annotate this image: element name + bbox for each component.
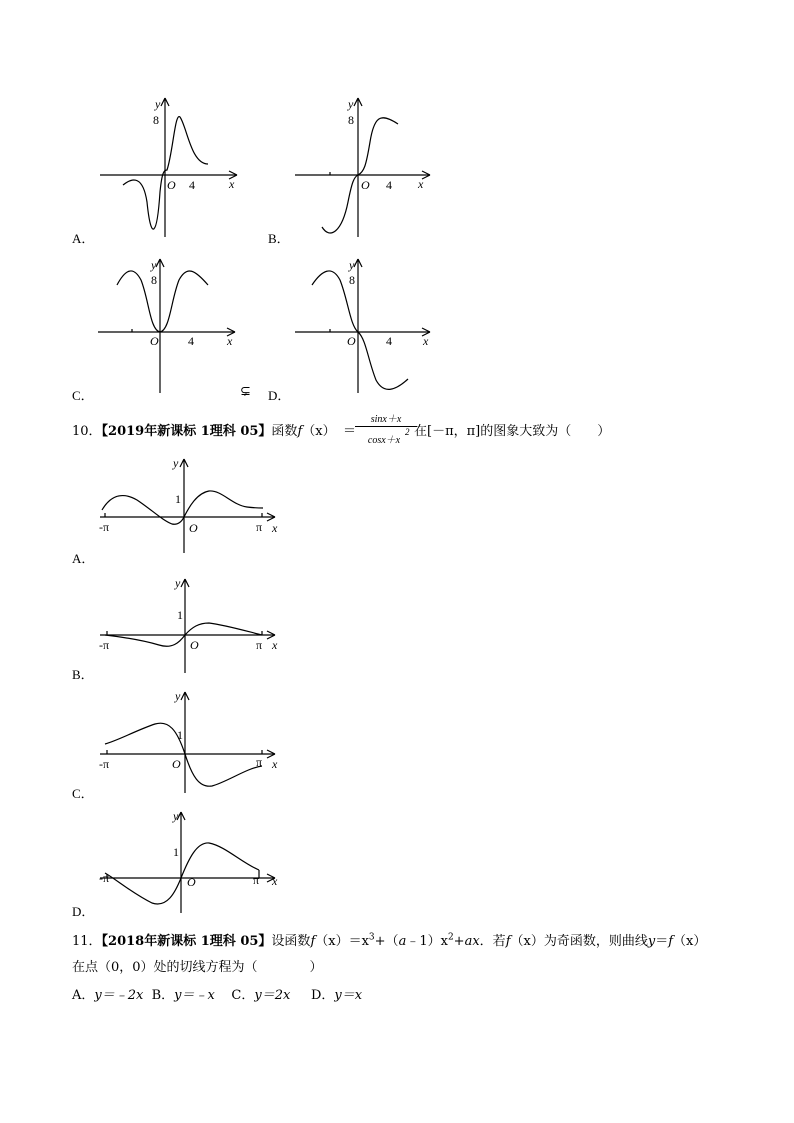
x-label: x bbox=[272, 521, 278, 535]
origin: O bbox=[150, 334, 159, 348]
origin: O bbox=[189, 521, 198, 535]
x-label: x bbox=[423, 334, 429, 348]
q10-stem bbox=[72, 420, 336, 439]
y-tick: 8 bbox=[151, 273, 157, 287]
q11-number: 11． bbox=[72, 934, 102, 949]
origin: O bbox=[361, 178, 370, 192]
left-tick: -π bbox=[99, 757, 110, 771]
curve bbox=[102, 491, 263, 524]
q10-number: 10． bbox=[72, 424, 102, 439]
x-tick: 4 bbox=[386, 334, 392, 348]
q10-source: 【2019年新课标 1理科 05】 bbox=[101, 424, 272, 439]
x-label: x bbox=[272, 638, 278, 652]
q11-choice-a[interactable]: A．y＝﹣2x bbox=[72, 988, 144, 1003]
q9-graph-b bbox=[290, 92, 440, 242]
q10-graph-c bbox=[97, 688, 287, 798]
q10-equals: ＝ bbox=[343, 424, 357, 439]
y-tick: 1 bbox=[177, 608, 183, 622]
q10-tail: 在[－π，π]的图象大致为（ ） bbox=[414, 424, 611, 439]
q10-graph-d bbox=[97, 808, 287, 918]
y-label: y bbox=[173, 809, 179, 823]
q11-stem-line2: 在点（0，0）处的切线方程为（ ） bbox=[72, 960, 323, 975]
left-tick: -π bbox=[99, 638, 110, 652]
q11-choices bbox=[72, 984, 362, 1003]
q11-source: 【2018年新课标 1理科 05】 bbox=[101, 934, 272, 949]
y-tick: 8 bbox=[153, 113, 159, 127]
y-label: y bbox=[348, 97, 354, 111]
right-tick: π bbox=[256, 755, 263, 769]
q9-graph-a bbox=[95, 92, 245, 242]
q10-option-d-label: D． bbox=[72, 904, 95, 919]
q10-func: f bbox=[297, 424, 303, 439]
left-tick: -π bbox=[99, 520, 110, 534]
x-tick: 4 bbox=[188, 334, 194, 348]
q9-option-b-label: B． bbox=[268, 231, 290, 246]
q10-option-b-label: B． bbox=[72, 667, 94, 682]
q11-choice-c[interactable]: C．y＝2x bbox=[231, 988, 291, 1003]
q9-graph-d bbox=[292, 255, 442, 400]
curve bbox=[105, 723, 262, 786]
x-label: x bbox=[227, 334, 233, 348]
q10-denominator-sup: 2 bbox=[405, 427, 410, 437]
q9-graph-c bbox=[95, 255, 245, 400]
y-label: y bbox=[151, 258, 157, 272]
q10-numerator: sinx＋x bbox=[370, 414, 402, 425]
x-label: x bbox=[418, 177, 424, 191]
q9-option-c-label: C． bbox=[72, 388, 94, 403]
q9-option-d-label: D． bbox=[268, 388, 291, 403]
y-label: y bbox=[155, 97, 161, 111]
q9-option-a-label: A． bbox=[72, 231, 95, 246]
q11-stem-line1: 11．【2018年新课标 1理科 05】设函数$f(x)=x^3+(a﹣1)x^2+ax$．若f（x）为奇函数，则曲线y＝f（x） bbox=[72, 932, 707, 949]
right-tick: π bbox=[256, 520, 263, 534]
q10-denominator: cosx＋x bbox=[367, 435, 401, 446]
y-label: y bbox=[175, 689, 181, 703]
y-tick: 1 bbox=[173, 845, 179, 859]
x-label: x bbox=[229, 177, 235, 191]
y-tick: 1 bbox=[175, 492, 181, 506]
right-tick: π bbox=[253, 873, 260, 887]
x-label: x bbox=[272, 757, 278, 771]
left-tick: -π bbox=[99, 871, 110, 885]
q10-arg: （x） bbox=[302, 424, 336, 439]
y-tick: 8 bbox=[349, 273, 355, 287]
origin: O bbox=[187, 875, 196, 889]
x-label: x bbox=[272, 874, 278, 888]
y-label: y bbox=[175, 576, 181, 590]
right-tick: π bbox=[256, 638, 263, 652]
q10-option-a-label: A． bbox=[72, 551, 95, 566]
x-tick: 4 bbox=[189, 178, 195, 192]
origin: O bbox=[347, 334, 356, 348]
x-tick: 4 bbox=[386, 178, 392, 192]
q11-choice-d[interactable]: D．y＝x bbox=[310, 988, 363, 1003]
y-tick: 8 bbox=[348, 113, 354, 127]
q10-option-c-label: C． bbox=[72, 786, 94, 801]
curve bbox=[312, 271, 408, 389]
curve bbox=[117, 271, 208, 332]
q11-choice-b[interactable]: B．y＝﹣x bbox=[151, 988, 215, 1003]
subset-not-equal-symbol: ⊊ bbox=[240, 384, 251, 399]
y-label: y bbox=[349, 258, 355, 272]
origin: O bbox=[172, 757, 181, 771]
q10-lead: 函数 bbox=[271, 424, 298, 439]
y-label: y bbox=[173, 456, 179, 470]
origin: O bbox=[190, 638, 199, 652]
q10-graph-b bbox=[97, 575, 287, 675]
q10-graph-a bbox=[97, 455, 287, 555]
y-tick: 1 bbox=[177, 728, 183, 742]
origin: O bbox=[167, 178, 176, 192]
curve bbox=[105, 843, 259, 904]
